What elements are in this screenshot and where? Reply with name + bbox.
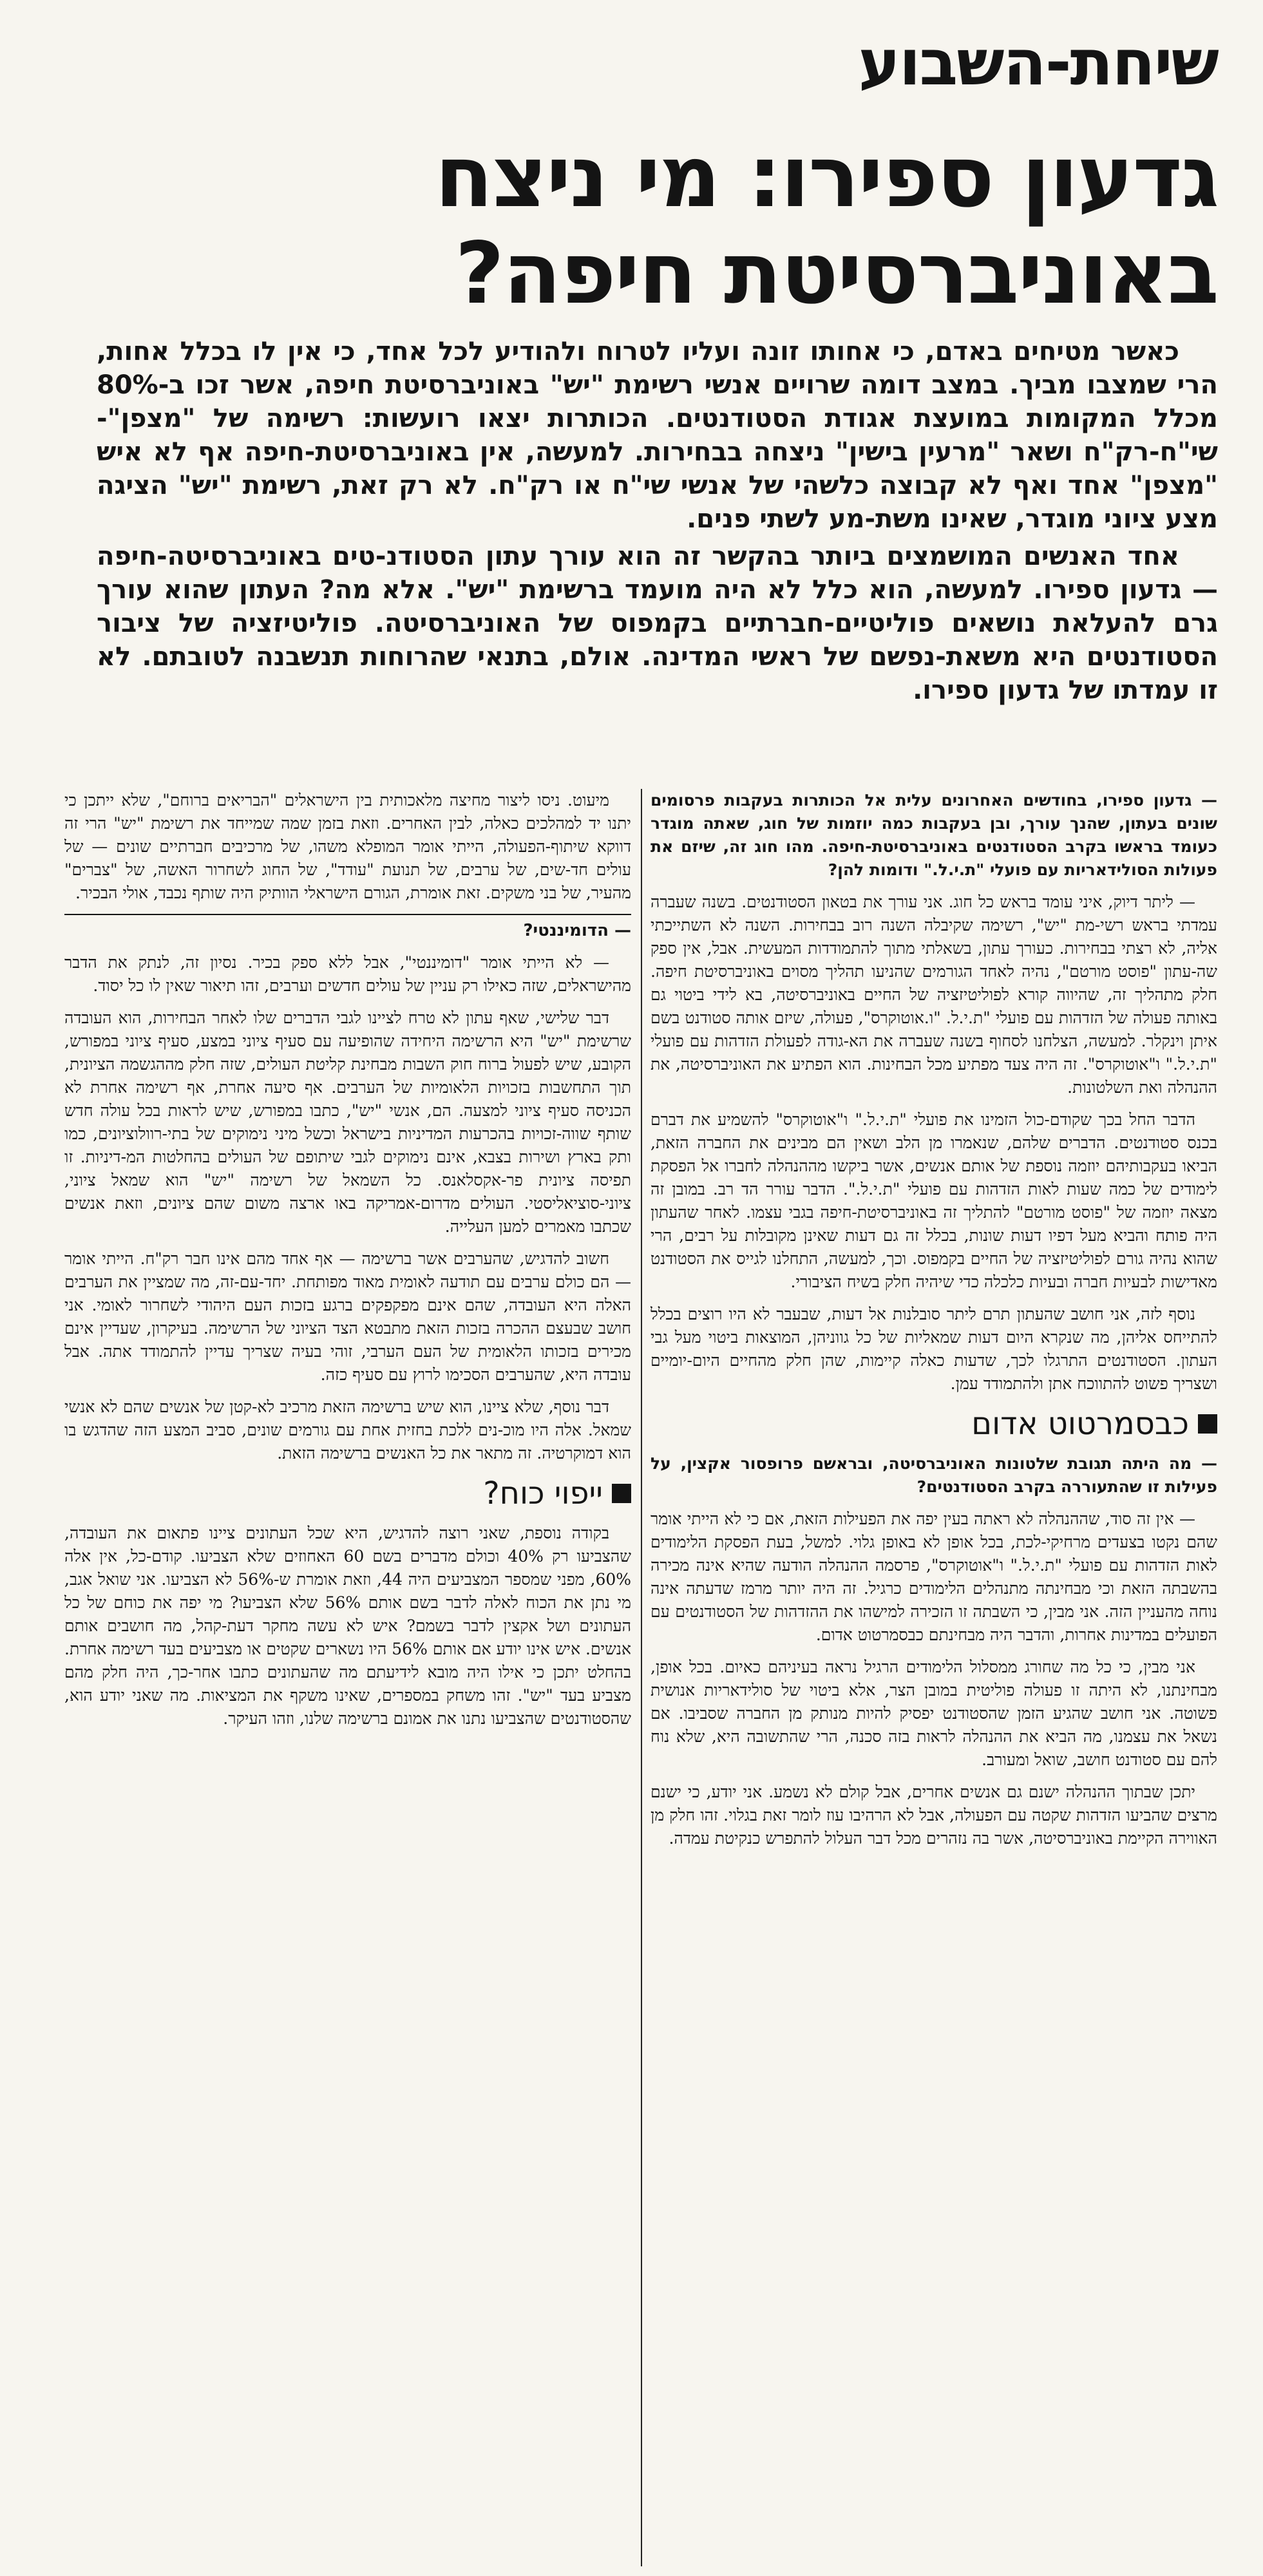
headline-line-1: גדעון ספירו: מי ניצח [435, 128, 1218, 227]
interview-question-1: — גדעון ספירו, בחודשים האחרונים עלית אל הכותרות בעקבות פרסומים שונים בעתון, שהנך עורך, ובן בעקבות כמה יוזמות של חוג, שאתה מוגדר כעומד בראשו בקרב הסטודנטים באוניברסיטת-חיפה. מהו חוג זה, שיזם את פעולות הסולידאריות עם פועלי "ת.י.ל." ודומות להן? [650, 791, 1217, 879]
subhead-square-icon [1198, 1414, 1217, 1434]
lead-paragraph-2: אחד האנשים המושמצים ביותר בהקשר זה הוא עורך עתון הסטודנ-טים באוניברסיטה-חיפה — גדעון ספירו. למעשה, הוא כלל לא היה מועמד ברשימת "יש". אלא מה? העתון שהוא עורך גרם להעלאת נושאים פוליטיים-חברתיים בקמפוס של האוניברסיטה. פוליטיזציה של ציבור הסטודנטים היא משאת-נפשם של ראשי המדינה. אולם, בתנאי שהרוחות תנשבנה לטובתם. לא זו עמדתו של גדעון ספירו. [97, 542, 1218, 705]
lead-paragraph-1: כאשר מטיחים באדם, כי אחותו זונה ועליו לטרוח ולהודיע לכל אחד, כי אין לו בכלל אחות, הרי שמצבו מביך. במצב דומה שרויים אנשי רשימת "יש" באוניברסיטת חיפה, אשר זכו ב-80% מכלל המקומות במועצת אגודת הסטודנטים. הכותרות יצאו רועשות: רשימה של "מצפן"-שי"ח-רק"ח ושאר "מרעין בישין" ניצחה בבחירות. למעשה, אין באוניברסיטת-חיפה אף לא איש "מצפן" אחד ואף לא קבוצה כלשהי של אנשי שי"ח או רק"ח. לא רק זאת, רשימת "יש" הציגה מצע ציוני מוגדר, שאינו משת-מע לשתי פנים. [97, 337, 1218, 534]
left-paragraph-5: דבר נוסף, שלא ציינו, הוא שיש ברשימה הזאת מרכיב לא-קטן של אנשים שהם לא אנשי שמאל. אלה היו מוכ-נים ללכת בחזית אחת עם גורמים שונים, סביב המצע הזה שהדגש בו הוא דמוקרטיה. זה מתאר את כל האנשים ברשימה הזאת. [64, 1397, 631, 1463]
headline-line-2: באוניברסיטת חיפה? [455, 224, 1218, 323]
subhead-dominant [64, 914, 631, 942]
answer-paragraph-3: נוסף לזה, אני חושב שהעתון תרם ליתר סובלנות אל דעות, שבעבר לא היו רוצים בכלל להתייחס אליהן, מה שנקרא היום דעות שמאליות של כל גווניהן, המוצאות ביטוי מעל גבי העתון. הסטודנטים התרגלו לכך, שדעות כאלה קיימות, שהן חלק מהחיים היום-יומיים ושצריך פשוט להתווכח אתן ולהתמודד עמן. [650, 1305, 1217, 1393]
answer-paragraph-5: אני מבין, כי כל מה שחורג ממסלול הלימודים הרגיל נראה בעיניהם כאיום. בכל אופן, מבחינתנו, לא היתה זו פעולה פוליטית במובן הצר, אלא ביטוי של סולידאריות אנושית פשוטה. אני חושב שהגיע הזמן שהסטודנט יפסיק להיות מנותק מן החברה שסביבו. אם נשאל את עצמנו, מה הביא את ההנהלה לראות בזה סכנה, הרי שהתשובה היא, שלא נוח להם עם סטודנט חושב, שואל ומעורב. [650, 1658, 1217, 1769]
right-column [650, 789, 1217, 2566]
subhead-red-rag [650, 1405, 1217, 1443]
column-divider [641, 789, 642, 2566]
left-paragraph-3: דבר שלישי, שאף עתון לא טרח לציינו לגבי הדברים שלו לאחר הבחירות, הוא העובדה שרשימת "יש" היא הרשימה היחידה שהופיעה עם סעיף ציוני במצע, סעיף ציוני במפורש, הקובע, שיש לפעול ברוח חוק השבות מבחינת קליטת העולים, שזה חלק מההגשמה הציונית, תוך התחשבות בזכויות הלאומיות של הערבים. אף סיעה אחרת, אף רשימה אחרת לא הכניסה סעיף ציוני למצעה. הם, אנשי "יש", כתבו במפורש, שיש לראות בכל עולה חדש שותף שווה-זכויות בהכרעות המדיניות בישראל וכשל מיני נימוקים של בתי-רוולוציונים, כמו ותק בארץ ושירות בצבא, אינם נימוקים לגבי שיתופם של העולים בהחלטות המ-דיניות. זו תפיסה ציונית פר-אקסלאנס. כל השמאל של רשימה "יש" הוא שמאל ציוני, ציוני-סוציאליסטי. העולים מדרום-אמריקה באו ארצה משום שהם ציונים, וזאת אנשים שכתבו מאמרים למען העלייה. [64, 1009, 631, 1236]
left-paragraph-4: חשוב להדגיש, שהערבים אשר ברשימה — אף אחד מהם אינו חבר רק"ח. הייתי אומר — הם כולם ערבים עם תודעה לאומית מאוד מפותחת. יחד-עם-זה, מה שמציין את הערבים האלה היא העובדה, שהם אינם מפקפקים ברגע בזכות העם היהודי לשחרור לאומי. אני חושב שבעצם ההכרה בזכות הזאת מתבטא הצד הציוני של הרשימה. בעיקרון, שעדיין אינם מכירים בזכותו הלאומית של העם הערבי, זוהי בעיה שצריך עדיין להתמודד אתה. אבל עובדה היא, שהערבים הסכימו לרוץ עם סעיף כזה. [64, 1249, 631, 1384]
interview-question-2: — מה היתה תגובת שלטונות האוניברסיטה, ובראשם פרופסור אקצין, על פעילות זו שהתעוררה בקרב הסטודנטים? [650, 1454, 1217, 1496]
subhead-square-icon [612, 1484, 631, 1503]
lead-paragraph [97, 335, 1218, 728]
left-paragraph-1: מיעוט. ניסו ליצור מחיצה מלאכותית בין הישראלים "הבריאים ברוחם", שלא ייתכן כי יתנו יד למהלכים כאלה, לבין האחרים. וזאת בזמן שמה שמייחד את רשימת "יש" הרי זה דווקא שיתוף-הפעולה, הייתי אומר המופלא משהו, של מרכיבים חברתיים שונים — של עולים חד-שים, של ערבים, של תנועת "עודד", של החוג לשחרור האשה, של "צברים" מהעיר, של בני משקים. זאת אומרת, הגורם הישראלי הוותיק היה שותף נכבד, אולי הבכיר. [64, 791, 631, 902]
subhead-text: כבסמרטוט אדום [971, 1406, 1189, 1442]
left-column [64, 789, 631, 2566]
subhead-power-of-attorney [64, 1474, 631, 1513]
left-paragraph-6: בקודה נוספת, שאני רוצה להדגיש, היא שכל העתונים ציינו פתאום את העובדה, שהצביעו רק 40% וכולם מדברים בשם 60 האחוזים שלא הצביעו. קודם-כל, אין אלה 60%, מפני שמספר המצביעים היה 44, וזאת אומרת ש-56% לא הצביעו. אני שואל אגב, מי נתן את הכוח לאלה לדבר בשם אותם 56% שלא הצביעו? מי יפה את כוחם של כל העתונים ושל אקצין לדבר בשמם? איש לא עשה מחקר דעת-קהל, מה חושבים אותם אנשים. איש אינו יודע אם אותם 56% היו נשארים שקטים או מצביעים בעד רשימה אחרת. בהחלט יתכן כי אילו היה מובא לידיעתם מה שהעתונים כתבו אחר-כך, היה חלק מהם מצביע בעד "יש". זהו משחק במספרים, שאינו משקף את המציאות. מה שאני יודע הוא, שהסטודנטים שהצביעו נתנו את אמונם ברשימה שלנו, וזהו העיקר. [64, 1524, 631, 1728]
subhead-text: ייפוי כוח? [483, 1475, 603, 1511]
left-paragraph-2: — לא הייתי אומר "דומיננטי", אבל ללא ספק בכיר. נסיון זה, לנתק את הדבר מהישראלים, שזה כאילו רק עניין של עולים חדשים וערבים, זהו תיאור שאין לו כל יסוד. [64, 953, 631, 995]
answer-paragraph-1: — ליתר דיוק, איני עומד בראש כל חוג. אני עורך את בטאון הסטודנטים. בשנה שעברה עמדתי בראש רשי-מת "יש", רשימה שקיבלה השנה רוב בבחירות. השנה לא השתייכתי אליה, לא רצתי בבחירות. כעורך עתון, בשאלתי מתוך להתמודדות המעשית. אבל, אין ספק שה-עתון "פוסט מורטם", נהיה לאחד הגורמים שהניעו תהליך מסוים באוניברסיטת חיפה. חלק מתהליך זה, שהיווה קורא לפוליטיזציה של החיים באוניברסיטה, בא לידי ביטוי גם באותה פעולה של הזדהות עם פועלי "ת.י.ל. "ו.אוטוקרס", פעולה, שיזם אותה סטודנט בשם איתן וינקלר. למעשה, הצלחנו לסחוף בשנה שעברה את הא-גודה לפעולת הזדהות עם פועלי "ת.י.ל." ו"אוטוקרס". זה היה צעד מפתיע מכל הבחינות. הוא הפתיע את האוניברסיטה, את ההנהלה ואת השלטונות. [650, 893, 1217, 1097]
section-title: שיחת-השבוע [858, 26, 1218, 100]
answer-paragraph-2: הדבר החל בכך שקודם-כול הזמינו את פועלי "ת.י.ל." ו"אוטוקרס" להשמיע את דברם בכנס סטודנטים. הדברים שלהם, שנאמרו מן הלב ושאין הם מבינים את החברה הזאת, הביאו בעקבותיהם יוזמה נוספת של אותם אנשים, אשר ביקשו מההנהלה לחברו אל הפסקת לימודים של כמה שעות לאות הזדהות עם פועלי "ת.י.ל.". הדבר עורר הד רב. במובן זה מצאה יוזמה של "פוסט מורטם" להתליך זה באוניברסיטת-חיפה בגבי עצמו. לאחר שהעתון היה פותח והביא מעל דפיו דעות שונות, בכלל זה גם דעות שאינן מקובלות על רבים, הרי שהוא נהיה גורם לפוליטיזציה של החיים בקמפוס. וכך, למעשה, התחלנו לגייס את הסטודנט מאדישות לבעיות חברה ובעיות כלכלה כדי שיהיה חלק בשיח הציבורי. [650, 1110, 1217, 1291]
subhead-text: — הדומיננטי? [523, 921, 631, 940]
answer-paragraph-4: — אין זה סוד, שההנהלה לא ראתה בעין יפה את הפעילות הזאת, אם כי לא הייתי אומר שהם נקטו בצעדים מרחיקי-לכת, בכל אופן לא באופן גלוי. למשל, בעת הפסקת הלימודים לאות הזדהות עם פועלי "ת.י.ל." ו"אוטוקרס", פרסמה ההנהלה הודעה שהיא אינה מכירה בהשבתה הזאת וכי מבחינתה מתנהלים הלימודים כרגיל. זה היה יותר מרמז שדעתה אינה נוחה מהעניין הזה. אני מבין, כי השבתה זו הזכירה למישהו את ההזדהות של הסטודנטים עם הפועלים במדינות אחרות, והדבר היה מבחינתם כבסמרטוט אדום. [650, 1510, 1217, 1644]
answer-paragraph-6: יתכן שבתוך ההנהלה ישנם גם אנשים אחרים, אבל קולם לא נשמע. אני יודע, כי ישנם מרצים שהביעו הזדהות שקטה עם הפעולה, אבל לא הרהיבו עוז לומר זאת בגלוי. זהו חלק מן האווירה הקיימת באוניברסיטה, אשר בה נזהרים מכל דבר העלול להתפרש כנקיטת עמדה. [650, 1783, 1217, 1848]
